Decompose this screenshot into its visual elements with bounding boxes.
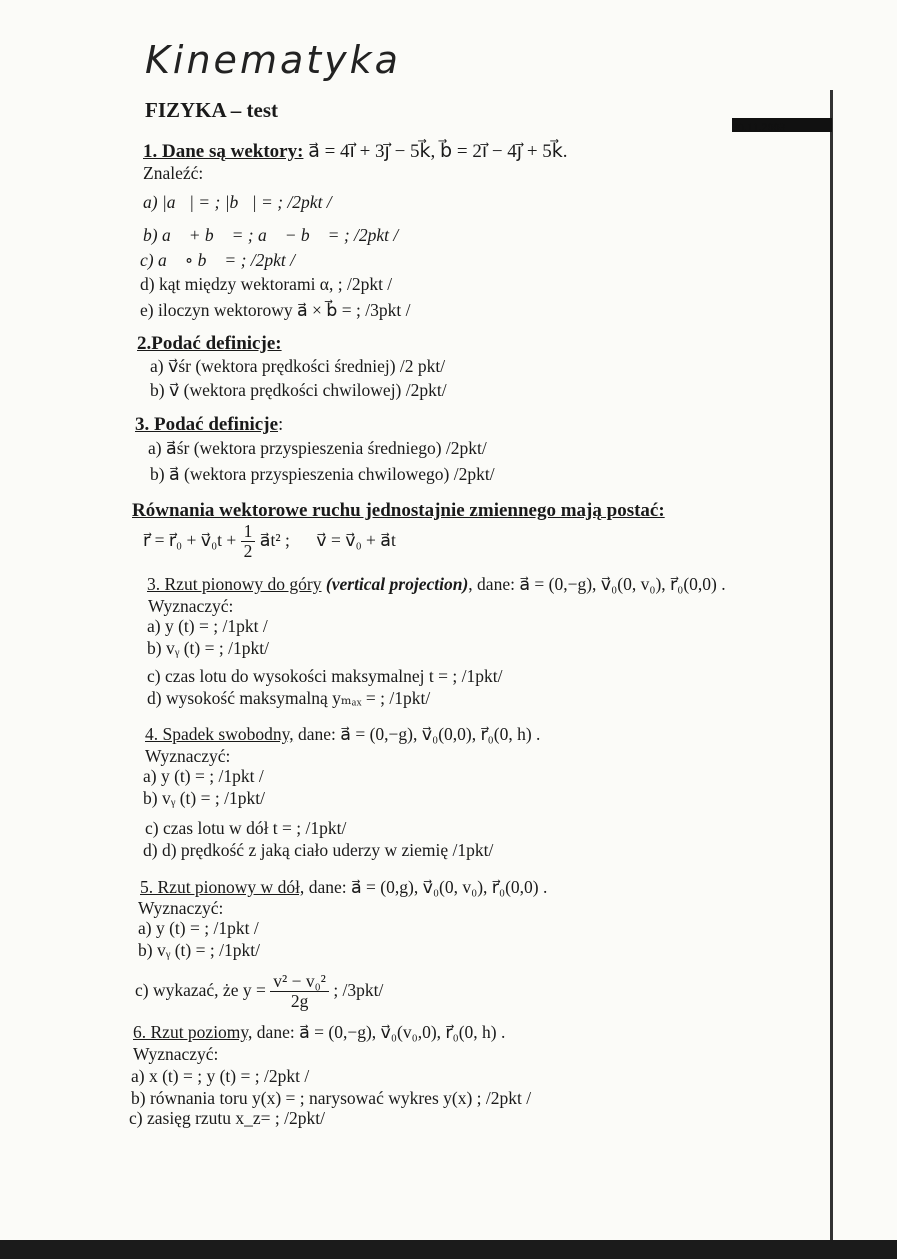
section-5-find: Wyznaczyć:: [138, 898, 224, 918]
section-3b-item-b: b) vᵧ (t) = ; /1pkt/: [147, 638, 269, 658]
section-4-item-b: b) vᵧ (t) = ; /1pkt/: [143, 788, 265, 808]
section-2-item-b: b) v⃗ (wektora prędkości chwilowej) /2pkt/: [150, 380, 447, 400]
section-4-heading: 4. Spadek swobodny,: [145, 724, 294, 744]
section-3-heading: 3. Podać definicje: [135, 414, 279, 435]
equation-1-numerator: 1: [241, 522, 256, 542]
section-1-item-b: b) a⃗ + b⃗ = ; a⃗ − b⃗ = ; /2pkt /: [143, 225, 399, 245]
section-4-line: [145, 724, 540, 745]
section-5-heading: 5. Rzut pionowy w dół,: [140, 877, 305, 897]
section-4-item-c: c) czas lotu w dół t = ; /1pkt/: [145, 818, 347, 838]
section-6-item-a: a) x (t) = ; y (t) = ; /2pkt /: [131, 1066, 310, 1086]
section-1-heading: 1. Dane są wektory:: [143, 141, 304, 162]
section-1-vectors: a⃗ = 4i⃗ + 3j⃗ − 5k⃗, b⃗ = 2i⃗ − 4j⃗ + 5k⃗.: [308, 141, 568, 162]
equations-heading: Równania wektorowe ruchu jednostajnie zmiennego mają postać:: [132, 500, 665, 521]
section-1-find: Znaleźć:: [143, 163, 204, 183]
section-1-item-c: c) a⃗ ∘ b⃗ = ; /2pkt /: [140, 250, 296, 270]
section-5-item-c: [135, 972, 383, 1012]
section-3-heading-line: [135, 414, 283, 436]
section-4-given: dane: a⃗ = (0,−g), v⃗₀(0,0), r⃗₀(0, h) .: [293, 724, 541, 744]
section-6-item-c: c) zasięg rzutu x_z= ; /2pkt/: [129, 1108, 325, 1128]
section-6-item-b: b) równania toru y(x) = ; narysować wykres y(x) ; /2pkt /: [131, 1088, 532, 1108]
section-6-line: [133, 1022, 505, 1043]
section-3b-item-c: c) czas lotu do wysokości maksymalnej t = ; /1pkt/: [147, 666, 503, 686]
section-4-find: Wyznaczyć:: [145, 746, 231, 766]
section-3b-heading-en: (vertical projection): [325, 574, 469, 594]
equation-1-right: a⃗t² ;: [259, 529, 290, 550]
section-5-fraction: [270, 972, 329, 1012]
section-3b-find: Wyznaczyć:: [148, 596, 234, 616]
equation-1: [143, 522, 396, 562]
section-6-given: dane: a⃗ = (0,−g), v⃗₀(v₀,0), r⃗₀(0, h) .: [252, 1022, 506, 1042]
section-4-item-a: a) y (t) = ; /1pkt /: [143, 766, 264, 786]
section-5-line: [140, 877, 547, 898]
section-3b-item-a: a) y (t) = ; /1pkt /: [147, 616, 268, 636]
page-title: FIZYKA – test: [145, 98, 278, 122]
bottom-edge-shadow: [0, 1240, 897, 1259]
section-1-item-a: a) |a⃗| = ; |b⃗| = ; /2pkt /: [143, 192, 332, 212]
section-6-find: Wyznaczyć:: [133, 1044, 219, 1064]
section-3b-heading: 3. Rzut pionowy do góry: [147, 574, 322, 594]
equation-1-left: r⃗ = r⃗₀ + v⃗₀t +: [143, 529, 237, 550]
section-5-item-a: a) y (t) = ; /1pkt /: [138, 918, 259, 938]
section-5-given: dane: a⃗ = (0,g), v⃗₀(0, v₀), r⃗₀(0,0) .: [304, 877, 548, 897]
handwritten-title: Kinematyka: [145, 38, 401, 82]
equation-1-denominator: 2: [243, 541, 253, 562]
section-1-item-d: d) kąt między wektorami α, ; /2pkt /: [140, 274, 393, 294]
section-1-line: [143, 140, 568, 163]
section-5-item-c-left: c) wykazać, że y =: [135, 979, 266, 1000]
section-3b-item-d: d) wysokość maksymalną yₘₐₓ = ; /1pkt/: [147, 688, 431, 708]
section-4-item-d: d) d) prędkość z jaką ciało uderzy w ziemię /1pkt/: [143, 840, 494, 860]
right-edge-shadow: [830, 90, 833, 1240]
section-5-item-b: b) vᵧ (t) = ; /1pkt/: [138, 940, 260, 960]
section-3-item-b: b) a⃗ (wektora przyspieszenia chwilowego) /2pkt/: [150, 464, 495, 484]
section-5-denominator: 2g: [290, 991, 309, 1012]
section-1-item-e: e) iloczyn wektorowy a⃗ × b⃗ = ; /3pkt /: [140, 300, 411, 320]
section-3b-line: [147, 574, 726, 595]
equation-2: v⃗ = v⃗₀ + a⃗t: [316, 529, 396, 550]
date-stamp: 30.11.2003: [732, 118, 832, 132]
section-2-heading: 2.Podać definicje:: [137, 333, 282, 354]
section-5-numerator: v² − v₀²: [270, 972, 329, 992]
section-6-heading: 6. Rzut poziomy,: [133, 1022, 253, 1042]
section-2-item-a: a) v⃗śr (wektora prędkości średniej) /2 pkt/: [150, 356, 446, 376]
section-3-item-a: a) a⃗śr (wektora przyspieszenia średniego) /2pkt/: [148, 438, 487, 458]
section-5-item-c-right: ; /3pkt/: [333, 979, 384, 1000]
section-3b-given: , dane: a⃗ = (0,−g), v⃗₀(0, v₀), r⃗₀(0,0) .: [468, 574, 726, 594]
equation-1-fraction: [241, 522, 256, 562]
section-3-colon: :: [278, 414, 284, 435]
